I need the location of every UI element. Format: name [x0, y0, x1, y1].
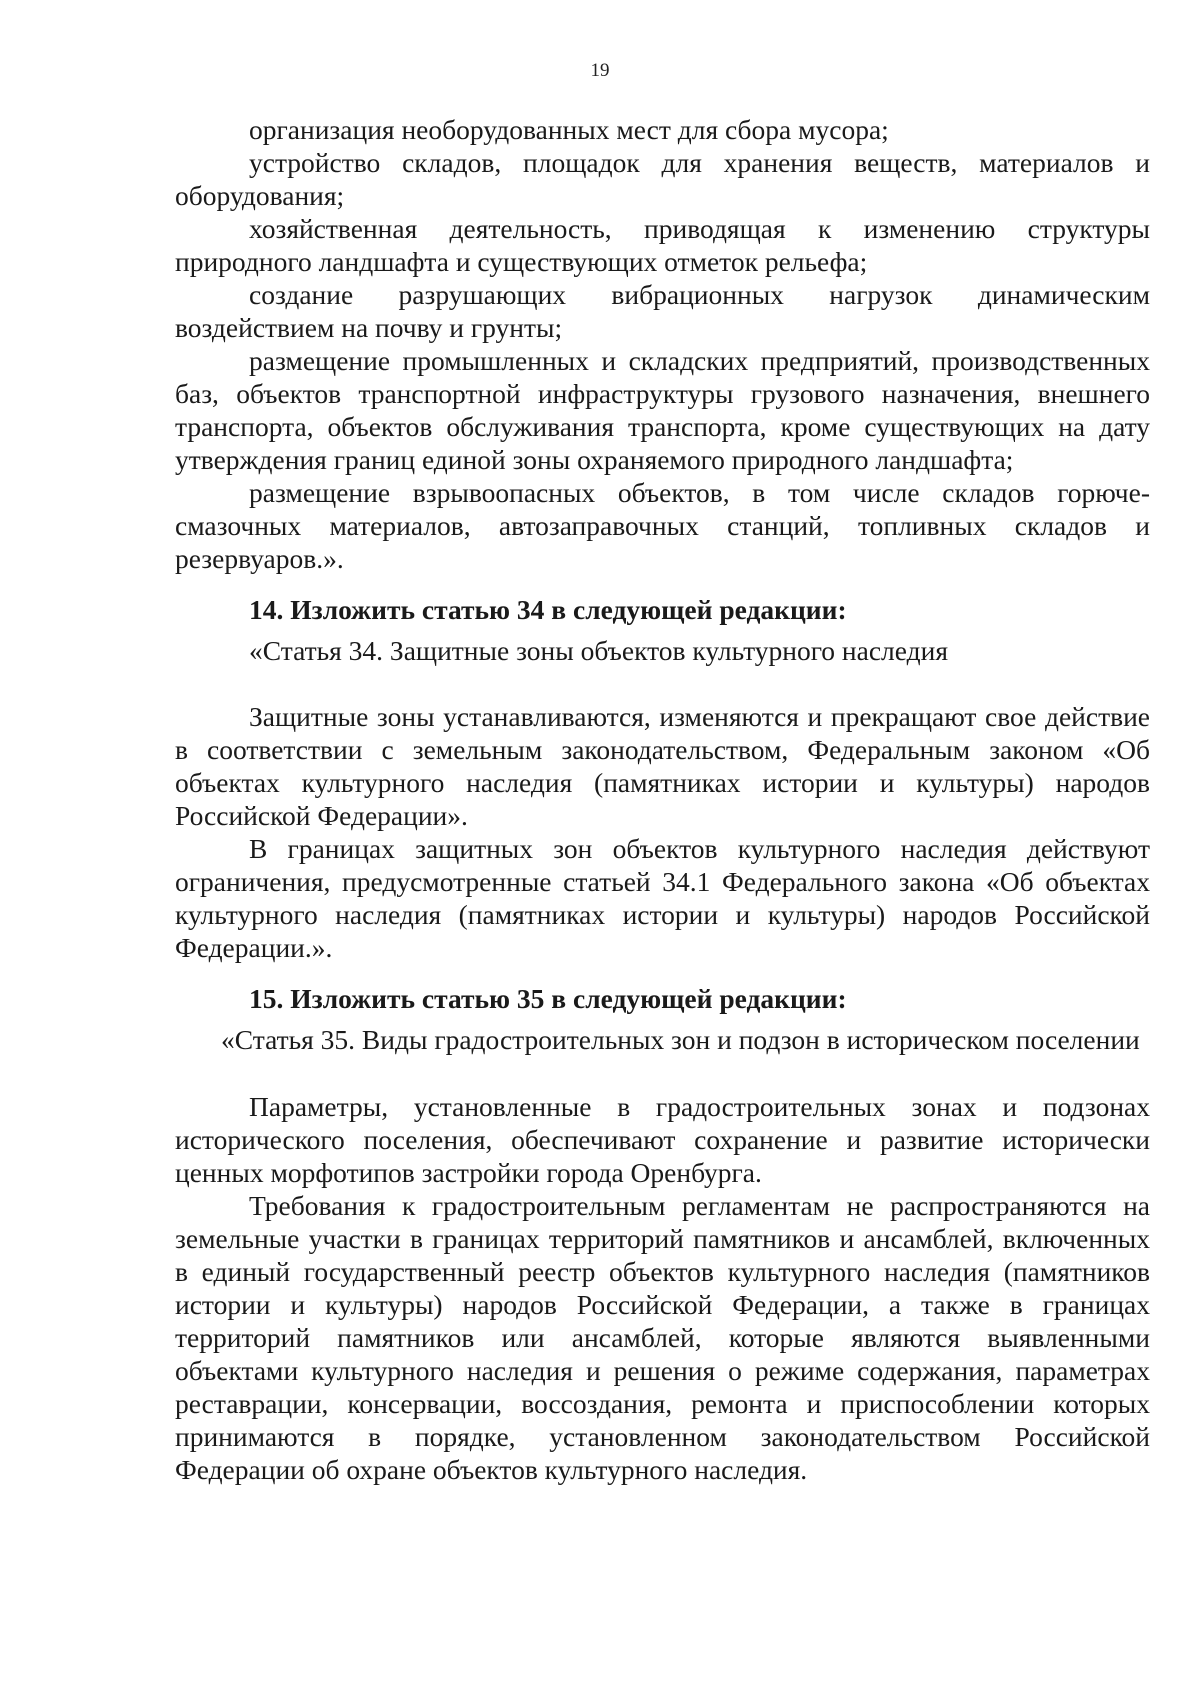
spacer: [175, 1015, 1150, 1023]
spacer: [175, 575, 1150, 593]
paragraph: В границах защитных зон объектов культурного наследия действуют ограничения, предусмотренные статьей 34.1 Федерального закона «Об объектах культурного наследия (памятниках истории и культуры) народов Российской Федерации.».: [175, 833, 1150, 963]
paragraph: устройство складов, площадок для хранения веществ, материалов и оборудования;: [175, 147, 1150, 211]
paragraph: организация необорудованных мест для сбора мусора;: [249, 114, 889, 145]
section-15-heading: 15. Изложить статью 35 в следующей редакции:: [249, 983, 847, 1014]
article-34-title: «Статья 34. Защитные зоны объектов культурного наследия: [249, 635, 948, 666]
spacer: [175, 626, 1150, 634]
paragraph: Параметры, установленные в градостроительных зонах и подзонах исторического поселения, обеспечивают сохранение и развитие исторически ценных морфотипов застройки города Оренбурга.: [175, 1091, 1150, 1188]
spacer: [175, 964, 1150, 982]
article-35-title: «Статья 35. Виды градостроительных зон и подзон в историческом поселении: [221, 1024, 1140, 1055]
document-body: [175, 113, 1150, 1486]
paragraph: создание разрушающих вибрационных нагрузок динамическим воздействием на почву и грунты;: [175, 279, 1150, 343]
paragraph: размещение промышленных и складских предприятий, производственных баз, объектов транспортной инфраструктуры грузового назначения, внешнего транспорта, объектов обслуживания транспорта, кроме существующих на дату утверждения границ единой зоны охраняемого природного ландшафта;: [175, 345, 1150, 475]
paragraph: размещение взрывоопасных объектов, в том числе складов горюче-смазочных материалов, автозаправочных станций, топливных складов и резервуаров.».: [175, 477, 1150, 574]
paragraph: Требования к градостроительным регламентам не распространяются на земельные участки в границах территорий памятников и ансамблей, включенных в единый государственный реестр объектов культурного наследия (памятников истории и культуры) народов Российской Федерации, а также в границах территорий памятников или ансамблей, которые являются выявленными объектами культурного наследия и решения о режиме содержания, параметрах реставрации, консервации, воссоздания, ремонта и приспособлении которых принимаются в порядке, установленном законодательством Российской Федерации об охране объектов культурного наследия.: [175, 1190, 1150, 1485]
page-number: 19: [590, 60, 610, 81]
spacer: [175, 1056, 1150, 1090]
paragraph: хозяйственная деятельность, приводящая к изменению структуры природного ландшафта и существующих отметок рельефа;: [175, 213, 1150, 277]
section-14-heading: 14. Изложить статью 34 в следующей редакции:: [249, 594, 847, 625]
spacer: [175, 667, 1150, 700]
paragraph: Защитные зоны устанавливаются, изменяются и прекращают свое действие в соответствии с земельным законодательством, Федеральным законом «Об объектах культурного наследия (памятниках истории и культуры) народов Российской Федерации».: [175, 701, 1150, 831]
